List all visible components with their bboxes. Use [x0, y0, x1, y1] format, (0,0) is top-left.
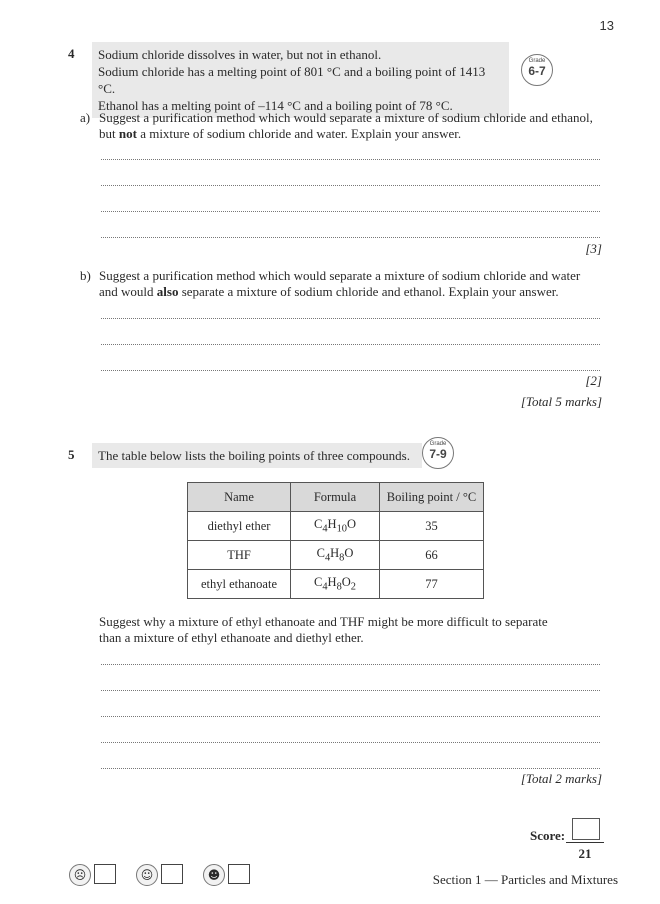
- boiling-point-value: 35: [380, 512, 484, 541]
- formula-element: O: [344, 546, 354, 561]
- q4b-line-2-start: and would: [99, 284, 157, 299]
- self-assessment-box-neutral[interactable]: [161, 864, 183, 884]
- header-name: Name: [188, 483, 291, 512]
- answer-line[interactable]: [101, 370, 600, 371]
- q4b-line-2: [99, 284, 599, 300]
- q4b-label: b): [80, 268, 91, 283]
- q4-intro-line-3: Ethanol has a melting point of –114 °C and a boiling point of 78 °C.: [98, 98, 453, 113]
- boiling-point-value: 77: [380, 570, 484, 599]
- formula-element: H: [330, 546, 340, 561]
- question-5-number: 5: [68, 447, 75, 462]
- neutral-face-icon: ☺: [136, 864, 158, 886]
- score-label: Score:: [530, 828, 566, 843]
- q4b-line-2-end: separate a mixture of sodium chloride and ethanol. Explain your answer.: [178, 284, 559, 299]
- grade-badge-7-9: [422, 437, 454, 469]
- formula-element: H: [327, 517, 337, 532]
- formula-subscript: 8: [339, 552, 345, 564]
- answer-line[interactable]: [101, 664, 600, 665]
- q4-intro-line-1: Sodium chloride dissolves in water, but not in ethanol.: [98, 47, 382, 62]
- compound-name: THF: [188, 541, 291, 570]
- answer-line[interactable]: [101, 344, 600, 345]
- q5-question: [99, 614, 599, 646]
- grade-value: 6-7: [528, 64, 546, 78]
- answer-line[interactable]: [101, 185, 600, 186]
- compound-name: diethyl ether: [188, 512, 291, 541]
- answer-line[interactable]: [101, 159, 600, 160]
- q4b-question: [99, 268, 599, 300]
- q5-line-1: Suggest why a mixture of ethyl ethanoate and THF might be more difficult to separate: [99, 614, 548, 629]
- table-row: [188, 570, 484, 599]
- q4a-line-2-start: but: [99, 126, 119, 141]
- grade-label: Grade: [528, 58, 546, 64]
- question-4-number: 4: [68, 46, 75, 61]
- sad-face-icon: ☹: [69, 864, 91, 886]
- q4a-line-2: [99, 126, 599, 142]
- q4b-marks: [2]: [585, 373, 602, 388]
- compound-name: ethyl ethanoate: [188, 570, 291, 599]
- q5-line-2: than a mixture of ethyl ethanoate and diethyl ether.: [99, 630, 364, 645]
- q4a-line-1: Suggest a purification method which would separate a mixture of sodium chloride and ethanol,: [99, 110, 593, 125]
- formula-element: O: [346, 517, 356, 532]
- page-number: 13: [599, 18, 614, 33]
- answer-line[interactable]: [101, 742, 600, 743]
- question-4-intro: [92, 42, 509, 118]
- compound-formula: [291, 512, 380, 541]
- table-row: [188, 541, 484, 570]
- answer-line[interactable]: [101, 237, 600, 238]
- grade-label: Grade: [429, 441, 447, 447]
- grade-badge-6-7: [521, 54, 553, 86]
- q4a-question: [99, 110, 599, 142]
- formula-subscript: 4: [322, 581, 328, 593]
- answer-line[interactable]: [101, 211, 600, 212]
- header-boiling-point: Boiling point / °C: [380, 483, 484, 512]
- formula-element: C: [316, 546, 325, 561]
- score-box[interactable]: [572, 818, 600, 840]
- formula-element: H: [327, 575, 337, 590]
- boiling-points-table: [187, 482, 484, 599]
- self-assessment-box-sad[interactable]: [94, 864, 116, 884]
- compound-formula: [291, 570, 380, 599]
- answer-line[interactable]: [101, 716, 600, 717]
- q4b-emphasis: also: [156, 284, 179, 299]
- formula-subscript: 4: [324, 552, 331, 564]
- score-divider: [566, 842, 604, 843]
- formula-subscript: 2: [350, 581, 356, 593]
- answer-line[interactable]: [101, 690, 600, 691]
- answer-line[interactable]: [101, 768, 600, 769]
- answer-line[interactable]: [101, 318, 600, 319]
- section-footer: Section 1 — Particles and Mixtures: [432, 872, 618, 887]
- formula-subscript: 8: [336, 581, 342, 593]
- q4b-line-1: Suggest a purification method which would separate a mixture of sodium chloride and water: [99, 268, 581, 283]
- q4a-emphasis: not: [118, 126, 137, 141]
- happy-face-icon: ☻: [203, 864, 225, 886]
- formula-subscript: 10: [336, 523, 347, 535]
- table-header-row: [188, 483, 484, 512]
- q4a-marks: [3]: [585, 241, 602, 256]
- table-row: [188, 512, 484, 541]
- formula-element: C: [313, 575, 323, 590]
- compound-formula: [291, 541, 380, 570]
- header-formula: Formula: [291, 483, 380, 512]
- grade-value: 7-9: [429, 447, 447, 461]
- q4a-label: a): [80, 110, 91, 125]
- boiling-point-value: 66: [380, 541, 484, 570]
- q4-intro-line-2: Sodium chloride has a melting point of 801 °C and a boiling point of 1413 °C.: [98, 64, 486, 96]
- score-total: 21: [578, 846, 592, 861]
- q4-total-marks: [Total 5 marks]: [520, 394, 602, 409]
- question-5-intro: The table below lists the boiling points of three compounds.: [92, 443, 422, 468]
- formula-element: O: [341, 575, 351, 590]
- self-assessment-box-happy[interactable]: [228, 864, 250, 884]
- q5-total-marks: [Total 2 marks]: [520, 771, 602, 786]
- formula-subscript: 4: [322, 523, 328, 535]
- formula-element: C: [313, 517, 323, 532]
- q4a-line-2-end: a mixture of sodium chloride and water. Explain your answer.: [136, 126, 462, 141]
